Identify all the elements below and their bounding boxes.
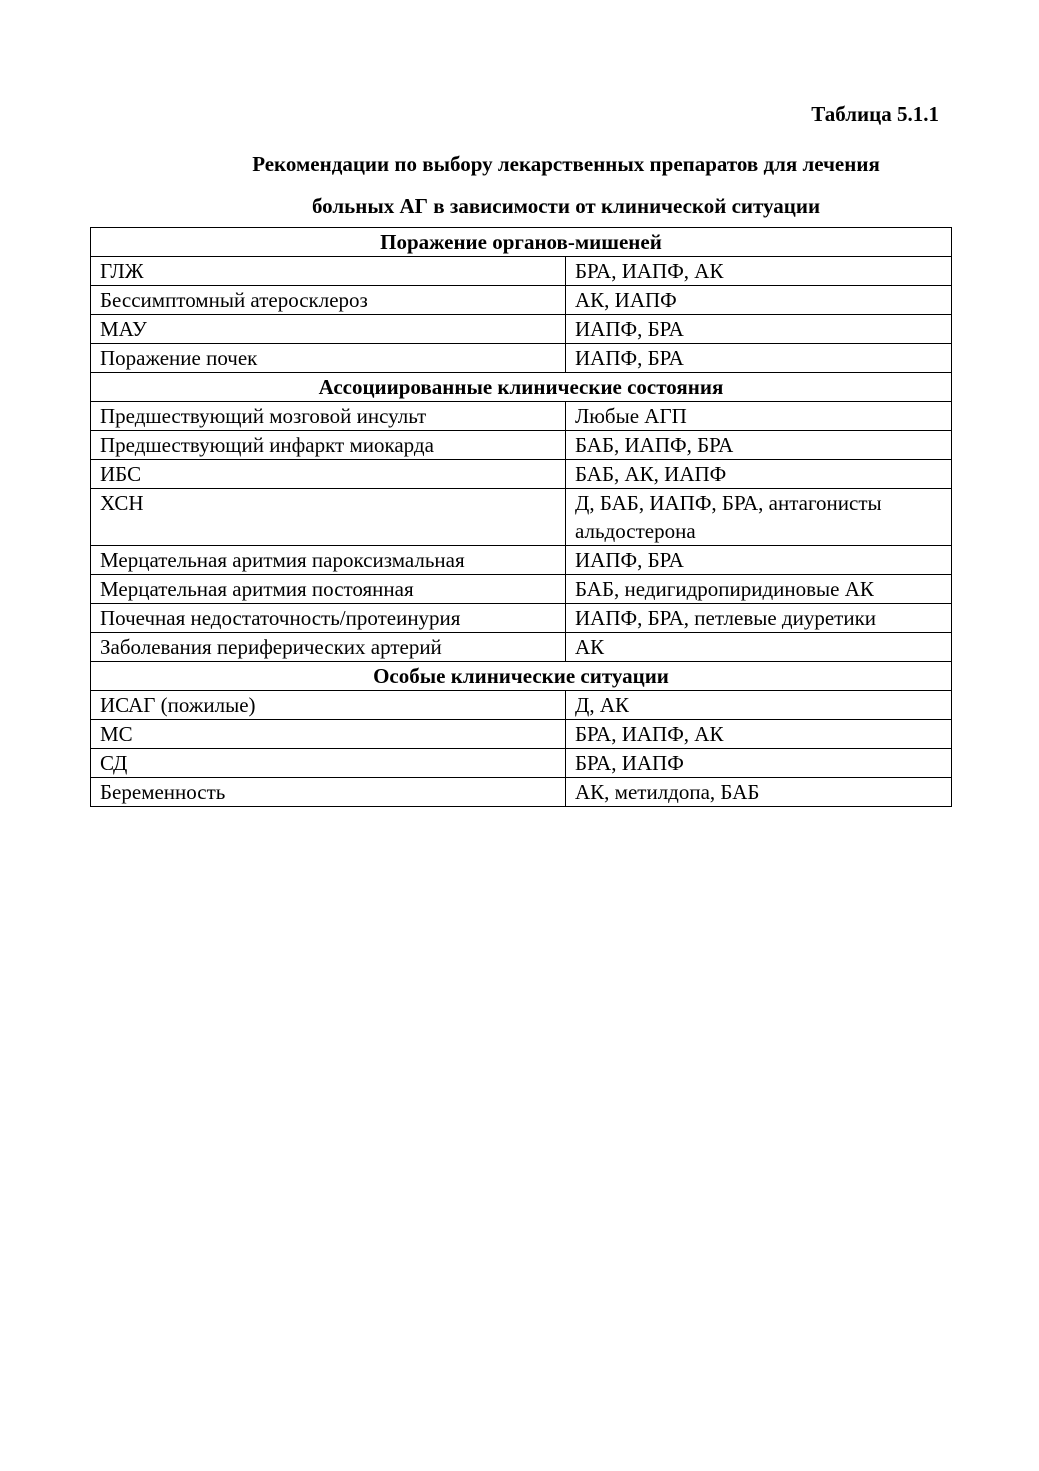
section-heading: Ассоциированные клинические состояния: [91, 373, 952, 402]
drugs-cell: Д, АК: [566, 691, 952, 720]
drugs-cell: Любые АГП: [566, 402, 952, 431]
condition-cell: Заболевания периферических артерий: [91, 633, 566, 662]
condition-cell: Почечная недостаточность/протеинурия: [91, 604, 566, 633]
table-row: [91, 720, 952, 749]
drugs-cell: БРА, ИАПФ: [566, 749, 952, 778]
condition-cell: Мерцательная аритмия постоянная: [91, 575, 566, 604]
table-title: [90, 143, 1039, 227]
table-row: [91, 431, 952, 460]
table-row: [91, 546, 952, 575]
section-heading: Особые клинические ситуации: [91, 662, 952, 691]
recommendations-table: [90, 227, 952, 807]
table-row: [91, 315, 952, 344]
condition-cell: Поражение почек: [91, 344, 566, 373]
section-heading: Поражение органов-мишеней: [91, 228, 952, 257]
table-row: [91, 286, 952, 315]
drugs-cell: Д, БАБ, ИАПФ, БРА, антагонисты альдостерона: [566, 489, 952, 546]
table-row: [91, 489, 952, 546]
condition-cell: ИБС: [91, 460, 566, 489]
drugs-cell: АК: [566, 633, 952, 662]
condition-cell: МАУ: [91, 315, 566, 344]
drugs-cell: ИАПФ, БРА: [566, 546, 952, 575]
section-header-row: [91, 373, 952, 402]
drugs-cell: АК, метилдопа, БАБ: [566, 778, 952, 807]
condition-cell: Предшествующий инфаркт миокарда: [91, 431, 566, 460]
drugs-cell: БАБ, недигидропиридиновые АК: [566, 575, 952, 604]
condition-cell: МС: [91, 720, 566, 749]
table-row: [91, 402, 952, 431]
table-row: [91, 778, 952, 807]
condition-cell: Беременность: [91, 778, 566, 807]
condition-cell: ИСАГ (пожилые): [91, 691, 566, 720]
drugs-cell: АК, ИАПФ: [566, 286, 952, 315]
drugs-cell: БРА, ИАПФ, АК: [566, 257, 952, 286]
table-row: [91, 575, 952, 604]
drugs-cell: ИАПФ, БРА: [566, 315, 952, 344]
table-row: [91, 749, 952, 778]
table-row: [91, 257, 952, 286]
table-row: [91, 460, 952, 489]
table-number: Таблица 5.1.1: [811, 102, 939, 126]
table-row: [91, 344, 952, 373]
section-header-row: [91, 662, 952, 691]
condition-cell: ХСН: [91, 489, 566, 546]
table-row: [91, 604, 952, 633]
condition-cell: Бессимптомный атеросклероз: [91, 286, 566, 315]
drugs-cell: ИАПФ, БРА: [566, 344, 952, 373]
table-row: [91, 691, 952, 720]
condition-cell: ГЛЖ: [91, 257, 566, 286]
condition-cell: СД: [91, 749, 566, 778]
drugs-cell: БАБ, АК, ИАПФ: [566, 460, 952, 489]
drugs-cell: БРА, ИАПФ, АК: [566, 720, 952, 749]
drugs-cell: ИАПФ, БРА, петлевые диуретики: [566, 604, 952, 633]
condition-cell: Предшествующий мозговой инсульт: [91, 402, 566, 431]
section-header-row: [91, 228, 952, 257]
condition-cell: Мерцательная аритмия пароксизмальная: [91, 546, 566, 575]
table-row: [91, 633, 952, 662]
drugs-cell: БАБ, ИАПФ, БРА: [566, 431, 952, 460]
table-title-line-1: Рекомендации по выбору лекарственных препаратов для лечения: [252, 152, 880, 176]
table-title-line-2: больных АГ в зависимости от клинической ситуации: [311, 194, 821, 218]
